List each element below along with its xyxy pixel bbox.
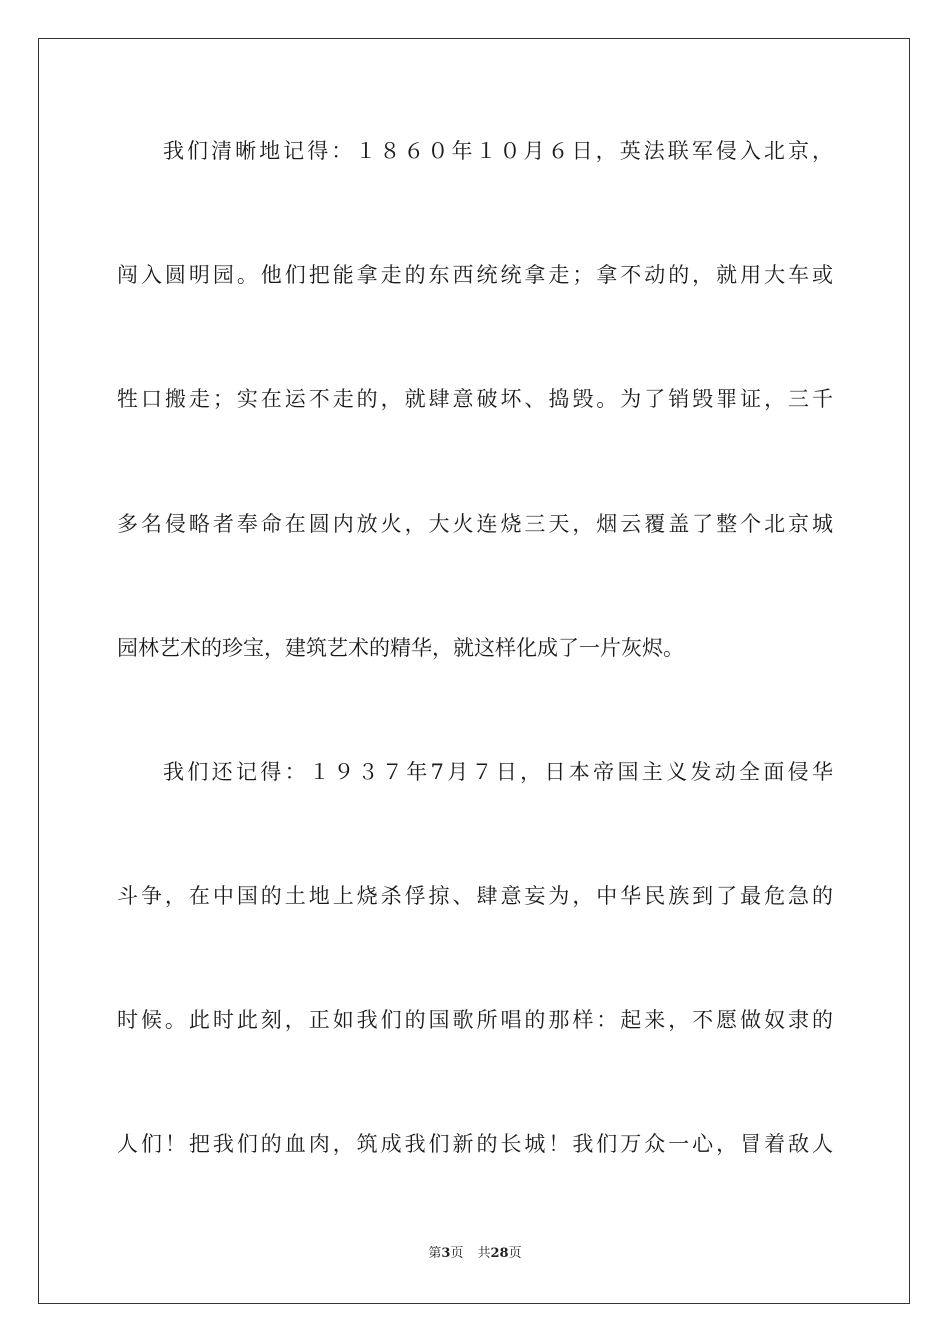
text-line: 我们还记得：１９３７年7月７日，日本帝国主义发动全面侵华 [163, 760, 833, 784]
text-line: 时候。此时此刻，正如我们的国歌所唱的那样：起来，不愿做奴隶的 [117, 1008, 833, 1032]
text-line: 牲口搬走；实在运不走的，就肆意破坏、捣毁。为了销毁罪证，三千 [117, 387, 833, 411]
text-line: 闯入圆明园。他们把能拿走的东西统统拿走；拿不动的，就用大车或 [117, 263, 833, 287]
total-pages: 28 [490, 1246, 509, 1261]
total-suffix: 页 [508, 1246, 522, 1261]
page-prefix: 第 [428, 1246, 442, 1261]
total-prefix: 共 [477, 1246, 491, 1261]
text-line: 我们清晰地记得：１８６０年１０月６日，英法联军侵入北京， [163, 139, 833, 163]
text-line: 人们！把我们的血肉，筑成我们新的长城！我们万众一心，冒着敌人 [117, 1132, 833, 1156]
page-border [38, 38, 910, 1304]
page-suffix: 页 [450, 1246, 464, 1261]
page-number: 3 [441, 1246, 451, 1261]
text-line: 斗争，在中国的土地上烧杀俘掠、肆意妄为，中华民族到了最危急的 [117, 884, 833, 908]
text-line: 园林艺术的珍宝，建筑艺术的精华，就这样化成了一片灰烬。 [117, 636, 684, 660]
text-line: 多名侵略者奉命在圆内放火，大火连烧三天，烟云覆盖了整个北京城 [117, 512, 833, 536]
page-footer [0, 1245, 950, 1263]
